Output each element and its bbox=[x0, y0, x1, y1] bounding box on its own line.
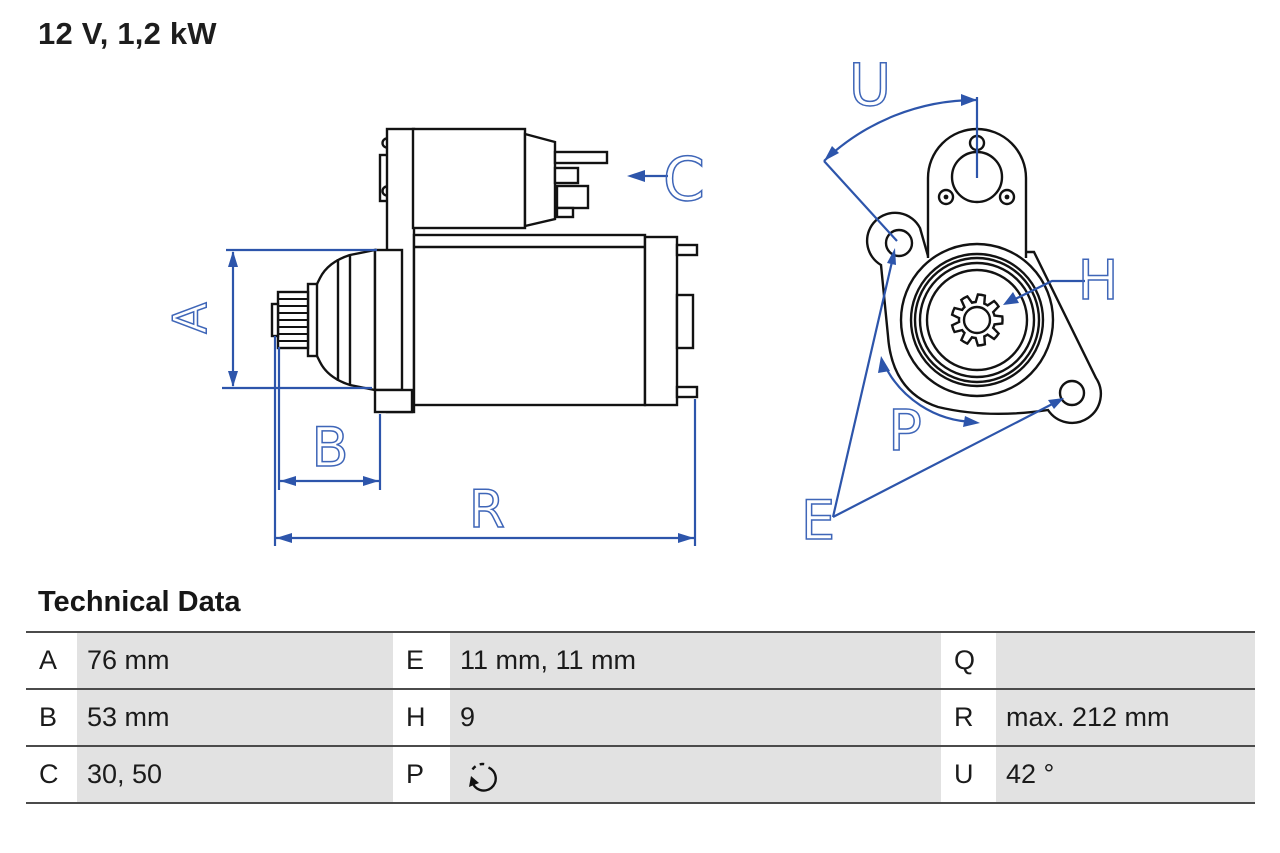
solenoid-taper bbox=[525, 134, 555, 226]
solenoid-terminal-3 bbox=[557, 208, 573, 217]
cell-value-p bbox=[450, 747, 941, 802]
cell-value-r: max. 212 mm bbox=[996, 690, 1255, 745]
solenoid-terminal-1 bbox=[555, 168, 578, 183]
cell-label-p: P bbox=[393, 747, 450, 802]
pinion-hub-hole bbox=[964, 307, 990, 333]
solenoid-terminal-2 bbox=[557, 186, 588, 208]
dim-label-h: H bbox=[1077, 249, 1119, 312]
cell-label-c: C bbox=[26, 747, 77, 802]
cell-value-c: 30, 50 bbox=[77, 747, 393, 802]
dim-label-r: R bbox=[468, 480, 506, 540]
cell-value-h: 9 bbox=[450, 690, 941, 745]
pinion-shaft-cap bbox=[272, 304, 278, 336]
bolt-hole-lower-right bbox=[1060, 381, 1084, 405]
cell-value-e: 11 mm, 11 mm bbox=[450, 633, 941, 688]
dim-label-u: U bbox=[848, 51, 892, 119]
stud-bottom bbox=[677, 387, 697, 397]
cell-label-h: H bbox=[393, 690, 450, 745]
solenoid-body bbox=[413, 129, 525, 228]
solenoid-terminal-rod bbox=[555, 152, 607, 163]
cell-label-a: A bbox=[26, 633, 77, 688]
dim-label-a: A bbox=[163, 302, 217, 334]
side-view bbox=[163, 129, 705, 546]
terminal-block bbox=[677, 295, 693, 348]
motor-body bbox=[414, 235, 645, 405]
front-view bbox=[801, 51, 1118, 552]
end-cap bbox=[645, 237, 677, 405]
flange-foot bbox=[375, 390, 412, 412]
cell-value-q bbox=[996, 633, 1255, 688]
dim-label-p: P bbox=[888, 399, 922, 464]
cell-label-r: R bbox=[941, 690, 996, 745]
drive-flange bbox=[375, 250, 402, 390]
technical-data-table bbox=[26, 631, 1255, 804]
cell-label-b: B bbox=[26, 690, 77, 745]
cell-label-u: U bbox=[941, 747, 996, 802]
rotation-ccw-icon bbox=[464, 758, 498, 792]
pinion-teeth-lines bbox=[278, 299, 308, 341]
dim-label-b: B bbox=[311, 416, 349, 479]
table-row bbox=[26, 688, 1255, 745]
cell-value-a: 76 mm bbox=[77, 633, 393, 688]
cell-label-e: E bbox=[393, 633, 450, 688]
cell-value-u: 42 ° bbox=[996, 747, 1255, 802]
dimension-c bbox=[627, 145, 705, 215]
technical-data-heading: Technical Data bbox=[38, 586, 241, 618]
dim-label-c: C bbox=[663, 145, 705, 215]
page-title: 12 V, 1,2 kW bbox=[38, 16, 217, 51]
pinion-side bbox=[308, 284, 317, 356]
cell-value-b: 53 mm bbox=[77, 690, 393, 745]
cell-label-q: Q bbox=[941, 633, 996, 688]
dim-label-e: E bbox=[800, 489, 836, 552]
table-row bbox=[26, 631, 1255, 688]
stud-top bbox=[677, 245, 697, 255]
drive-end-bell bbox=[315, 250, 375, 390]
table-row bbox=[26, 745, 1255, 804]
